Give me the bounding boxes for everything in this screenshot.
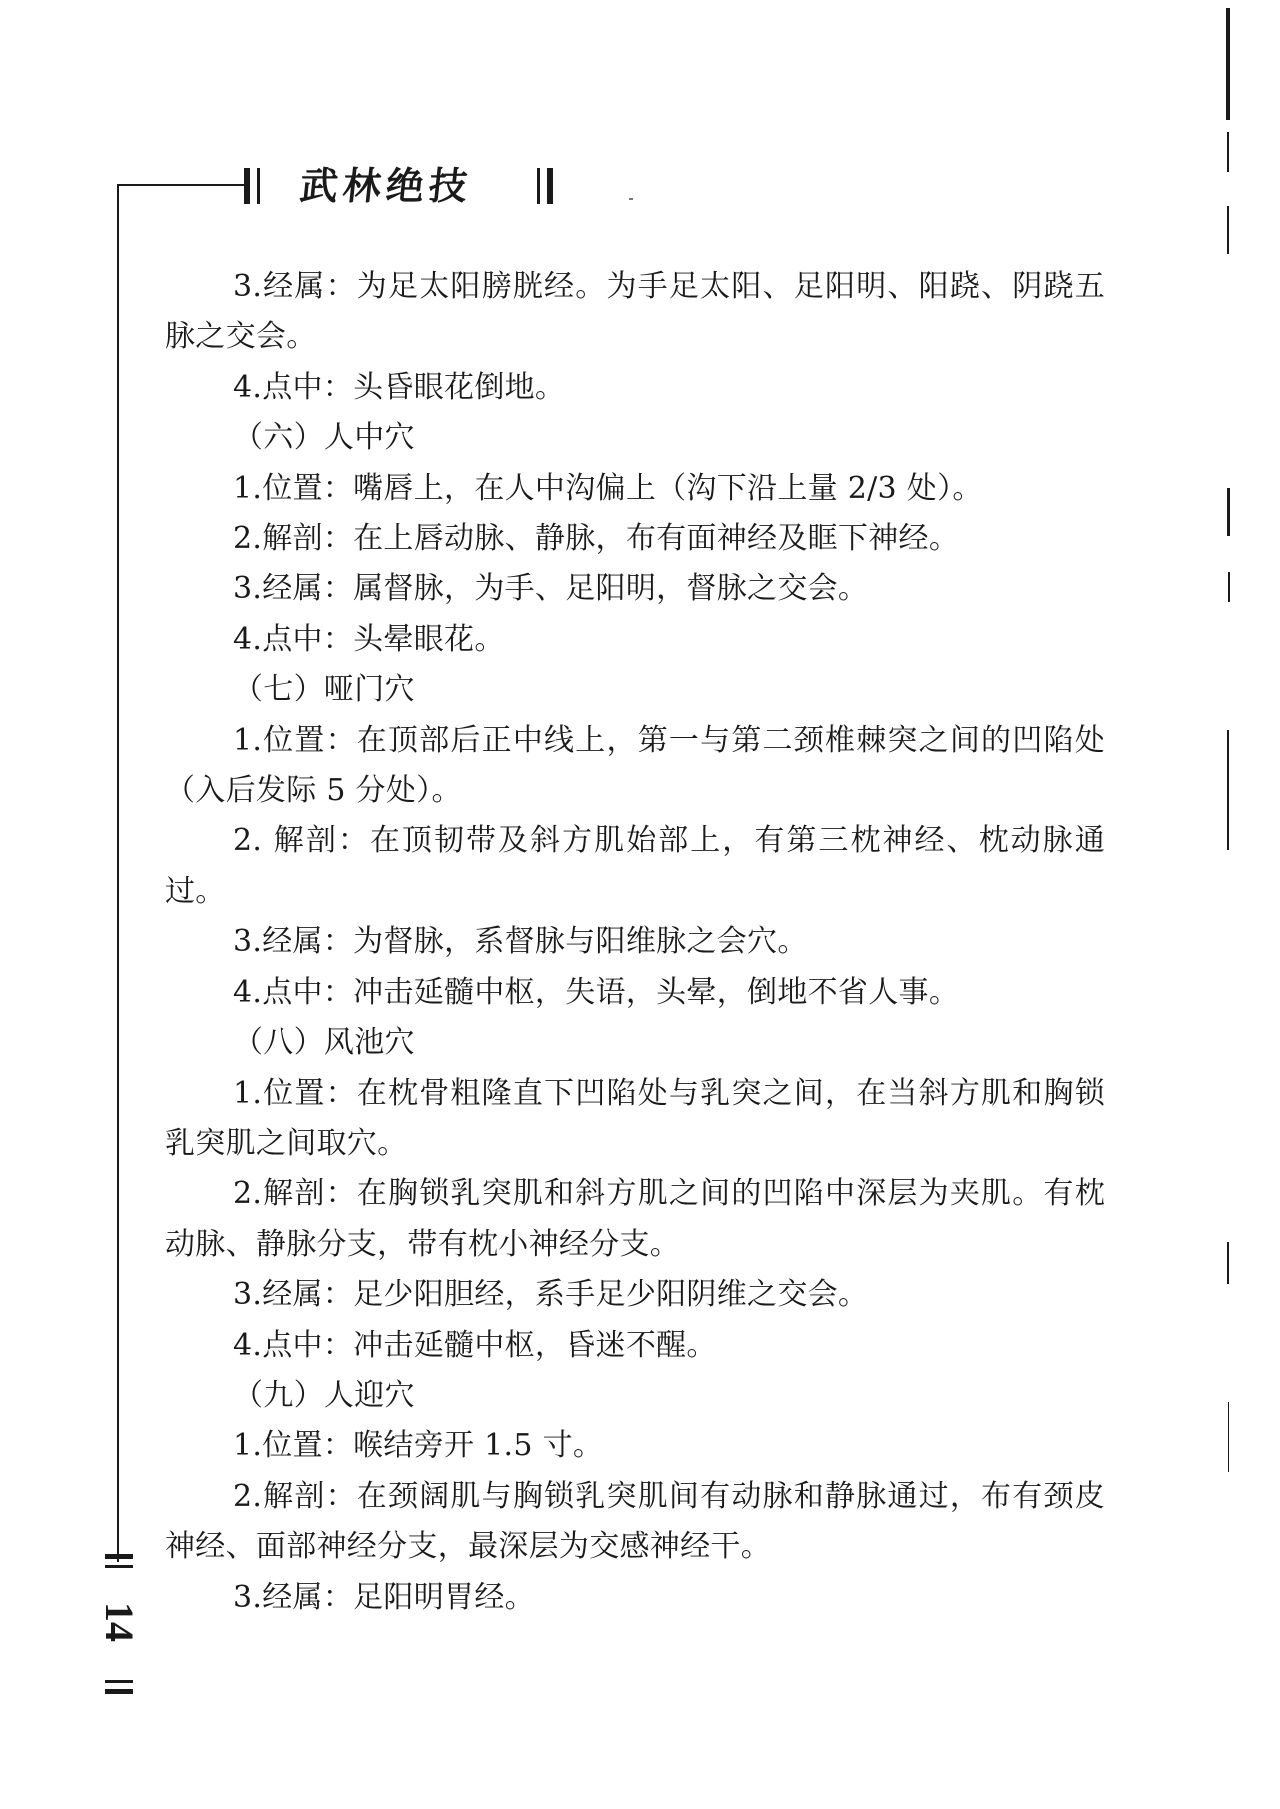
section-heading: （九）人迎穴 [233, 1377, 415, 1413]
paragraph: 1.位置：在顶部后正中线上，第一与第二颈椎棘突之间的凹陷处（入后发际 5 分处）。 [165, 722, 1105, 809]
body-text [165, 262, 1105, 1623]
paragraph: 3.经属：为足太阳膀胱经。为手足太阳、足阳明、阳跷、阴跷五脉之交会。 [165, 269, 1105, 355]
header-ornament-right [537, 168, 565, 204]
scan-speck [629, 198, 633, 200]
page-edge-mark [1227, 488, 1230, 536]
paragraph: 4.点中：头晕眼花。 [233, 621, 505, 657]
page-edge-mark [1228, 1402, 1229, 1472]
margin-rule [117, 184, 119, 1562]
paragraph: 3.经属：足少阳胆经，系手足少阳阴维之交会。 [233, 1277, 869, 1313]
running-title: 武林绝技 [297, 164, 475, 208]
paragraph: 2.解剖：在胸锁乳突肌和斜方肌之间的凹陷中深层为夹肌。有枕动脉、静脉分支，带有枕小神经分支。 [165, 1176, 1105, 1262]
section-heading: （八）风池穴 [233, 1025, 415, 1061]
page-edge-mark [1228, 572, 1230, 602]
paragraph: 4.点中：冲击延髓中枢，失语，头晕，倒地不省人事。 [233, 974, 960, 1010]
page-edge-mark [1226, 8, 1230, 120]
paragraph: 2. 解剖：在顶韧带及斜方肌始部上，有第三枕神经、枕动脉通过。 [165, 823, 1105, 909]
page-edge-mark [1227, 206, 1229, 254]
paragraph: 2.解剖：在颈阔肌与胸锁乳突肌间有动脉和静脉通过，布有颈皮神经、面部神经分支，最深层为交感神经干。 [165, 1478, 1105, 1565]
paragraph: 1.位置：嘴唇上，在人中沟偏上（沟下沿上量 2/3 处）。 [233, 470, 983, 506]
page-edge-mark [1227, 730, 1229, 850]
page-number: 14 [97, 1602, 142, 1642]
paragraph: 1.位置：在枕骨粗隆直下凹陷处与乳突之间，在当斜方肌和胸锁乳突肌之间取穴。 [165, 1075, 1105, 1161]
header-ornament-left [244, 168, 272, 204]
section-heading: （六）人中穴 [233, 420, 415, 456]
page-edge-mark [1227, 132, 1229, 172]
paragraph: 3.经属：为督脉，系督脉与阳维脉之会穴。 [233, 924, 808, 960]
header-rule [117, 184, 250, 186]
paragraph: 3.经属：属督脉，为手、足阳明，督脉之交会。 [233, 571, 869, 607]
page-header [117, 160, 577, 220]
paragraph: 2.解剖：在上唇动脉、静脉，布有面神经及眶下神经。 [233, 521, 960, 557]
section-heading: （七）哑门穴 [233, 672, 415, 708]
paragraph: 1.位置：喉结旁开 1.5 寸。 [233, 1428, 604, 1464]
folio-ornament-bottom [105, 1680, 133, 1698]
folio [97, 1554, 142, 1714]
paragraph: 4.点中：头昏眼花倒地。 [233, 369, 566, 405]
paragraph: 3.经属：足阳明胃经。 [233, 1579, 535, 1615]
folio-ornament-top [105, 1554, 133, 1572]
paragraph: 4.点中：冲击延髓中枢，昏迷不醒。 [233, 1327, 717, 1363]
page-edge-mark [1227, 1242, 1229, 1284]
